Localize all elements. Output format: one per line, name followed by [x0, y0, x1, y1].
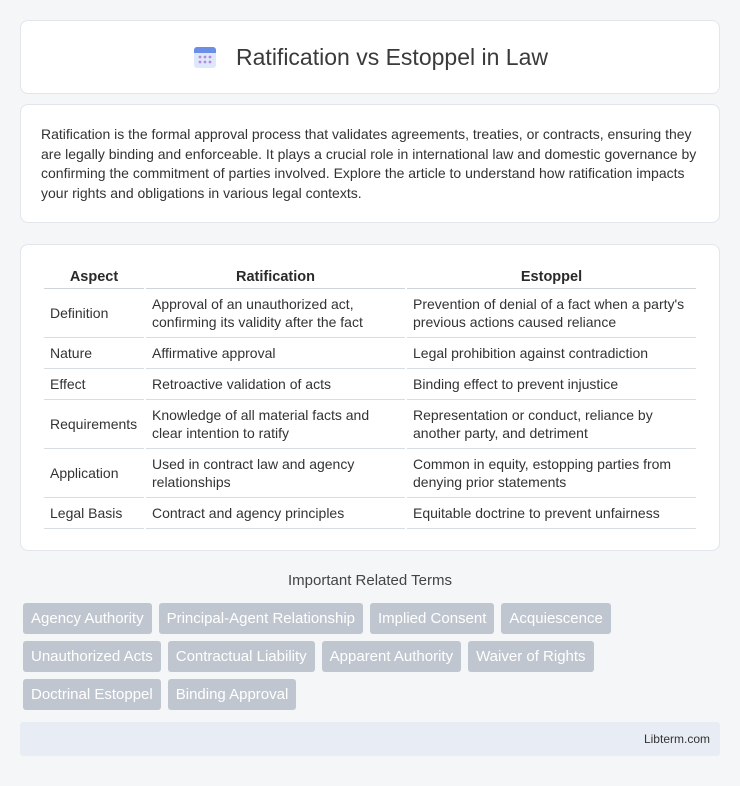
table-row: [44, 289, 696, 338]
table-row: [44, 498, 696, 529]
table-header-row: [44, 265, 696, 289]
cell-aspect: Application: [44, 449, 144, 498]
cell-aspect: Nature: [44, 338, 144, 369]
related-terms-title: Important Related Terms: [288, 572, 452, 589]
footer-link[interactable]: Libterm.com: [643, 732, 710, 746]
tag-row: [23, 679, 723, 710]
cell-ratification: Knowledge of all material facts and clear intention to ratify: [146, 400, 405, 449]
tag-principal-agent-relationship[interactable]: Principal-Agent Relationship: [159, 603, 363, 634]
table-row: [44, 369, 696, 400]
intro-text: Ratification is the formal approval process that validates agreements, treaties, or contracts, ensuring they are legally binding and enforceable. It plays a crucial role in international law and domestic governance by confirming the commitment of parties involved. Explore the article to understand how ratification impacts your rights and obligations in various legal contexts.: [41, 126, 697, 201]
header-estoppel: Estoppel: [407, 265, 696, 289]
cell-estoppel: Binding effect to prevent injustice: [407, 369, 696, 400]
intro-card: [20, 104, 720, 223]
tag-row: [23, 603, 723, 634]
footer: [20, 722, 720, 756]
tag-contractual-liability[interactable]: Contractual Liability: [168, 641, 315, 672]
tag-row: [23, 641, 723, 672]
comparison-table: [42, 265, 698, 529]
calendar-icon: [192, 44, 218, 70]
cell-aspect: Requirements: [44, 400, 144, 449]
table-row: [44, 338, 696, 369]
header-ratification: Ratification: [146, 265, 405, 289]
cell-estoppel: Prevention of denial of a fact when a party's previous actions caused reliance: [407, 289, 696, 338]
tag-binding-approval[interactable]: Binding Approval: [168, 679, 297, 710]
tag-doctrinal-estoppel[interactable]: Doctrinal Estoppel: [23, 679, 161, 710]
cell-ratification: Approval of an unauthorized act, confirming its validity after the fact: [146, 289, 405, 338]
cell-ratification: Retroactive validation of acts: [146, 369, 405, 400]
cell-estoppel: Equitable doctrine to prevent unfairness: [407, 498, 696, 529]
page-title: Ratification vs Estoppel in Law: [236, 43, 548, 70]
comparison-table-card: [20, 244, 720, 551]
header-aspect: Aspect: [44, 265, 144, 289]
cell-aspect: Definition: [44, 289, 144, 338]
table-row: [44, 400, 696, 449]
header-card: [20, 20, 720, 94]
table-row: [44, 449, 696, 498]
cell-estoppel: Legal prohibition against contradiction: [407, 338, 696, 369]
tag-agency-authority[interactable]: Agency Authority: [23, 603, 152, 634]
tag-unauthorized-acts[interactable]: Unauthorized Acts: [23, 641, 161, 672]
cell-aspect: Legal Basis: [44, 498, 144, 529]
related-terms-list: [23, 603, 723, 717]
cell-ratification: Used in contract law and agency relationships: [146, 449, 405, 498]
tag-apparent-authority[interactable]: Apparent Authority: [322, 641, 461, 672]
tag-acquiescence[interactable]: Acquiescence: [501, 603, 610, 634]
cell-estoppel: Common in equity, estopping parties from denying prior statements: [407, 449, 696, 498]
cell-estoppel: Representation or conduct, reliance by another party, and detriment: [407, 400, 696, 449]
cell-ratification: Contract and agency principles: [146, 498, 405, 529]
tag-implied-consent[interactable]: Implied Consent: [370, 603, 494, 634]
cell-aspect: Effect: [44, 369, 144, 400]
cell-ratification: Affirmative approval: [146, 338, 405, 369]
tag-waiver-of-rights[interactable]: Waiver of Rights: [468, 641, 593, 672]
